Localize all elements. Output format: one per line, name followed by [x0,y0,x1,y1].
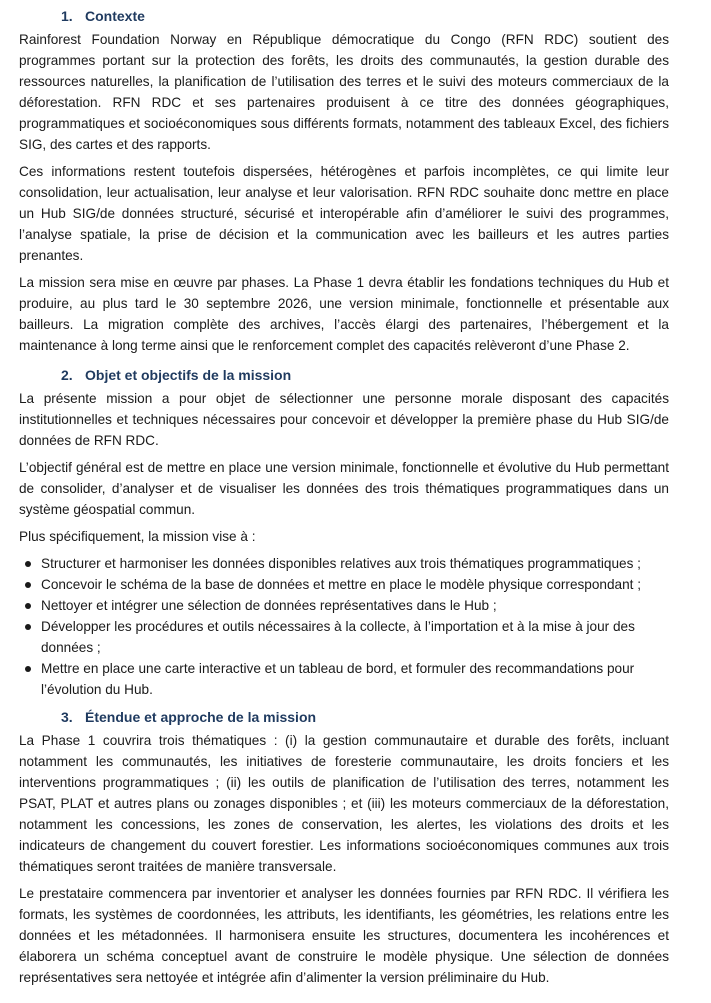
list-item [19,553,669,574]
section-number: 2. [61,367,73,383]
list-item-text: Mettre en place une carte interactive et un tableau de bord, et formuler des recommandations pour l’évolution du Hub. [41,661,635,697]
list-item [19,658,669,700]
section-etendue-approche [19,704,669,988]
section-title: Étendue et approche de la mission [85,709,317,725]
section-title: Objet et objectifs de la mission [85,367,292,383]
list-item-text: Nettoyer et intégrer une sélection de données représentatives dans le Hub ; [41,598,497,613]
list-item-text: Structurer et harmoniser les données disponibles relatives aux trois thématiques programmatiques ; [41,556,641,571]
paragraph: Ces informations restent toutefois dispersées, hétérogènes et parfois incomplètes, ce qui limite leur consolidation, leur actualisation, leur analyse et leur valorisation. RFN RDC souhaite donc mettre en place un Hub SIG/de données structuré, sécurisé et interopérable afin d’améliorer le suivi des programmes, l’analyse spatiale, la prise de décision et la communication avec les bailleurs et les autres parties prenantes. [19,164,669,263]
list-item-text: Concevoir le schéma de la base de données et mettre en place le modèle physique correspondant ; [41,577,642,592]
section-heading [19,704,669,730]
bullet-icon [25,666,31,672]
paragraph: La mission sera mise en œuvre par phases. La Phase 1 devra établir les fondations techniques du Hub et produire, au plus tard le 30 septembre 2026, une version minimale, fonctionnelle et présentable aux bailleurs. La migration complète des archives, l’accès élargi des partenaires, l’hébergement et la maintenance à long terme ainsi que le renforcement complet des capacités relèveront d’une Phase 2. [19,275,669,353]
objectives-list [19,553,669,700]
paragraph: La Phase 1 couvrira trois thématiques : (i) la gestion communautaire et durable des forêts, incluant notamment les communautés, les initiatives de foresterie communautaire, les droits fonciers et les interventions programmatiques ; (ii) les outils de planification de l’utilisation des terres, notamment les PSAT, PLAT et autres plans ou zonages disponibles ; et (iii) les moteurs commerciaux de la déforestation, notamment les concessions, les zones de conservation, les alertes, les violations des droits et les indicateurs de changement du couvert forestier. Les informations socioéconomiques communes aux trois thématiques seront traitées de manière transversale. [19,733,669,874]
paragraph: L’objectif général est de mettre en place une version minimale, fonctionnelle et évolutive du Hub permettant de consolider, d’analyser et de visualiser les données des trois thématiques programmatiques dans un système géospatial commun. [19,460,669,517]
bullet-icon [25,603,31,609]
section-heading [19,362,669,388]
section-heading [19,3,669,29]
paragraph: Plus spécifiquement, la mission vise à : [19,529,256,544]
paragraph: Le prestataire commencera par inventorier et analyser les données fournies par RFN RDC. Il vérifiera les formats, les systèmes de coordonnées, les attributs, les identifiants, les géométries, les relations entre les données et les métadonnées. Il harmonisera ensuite les structures, documentera les incohérences et élaborera un schéma conceptuel avant de construire le modèle physique. Une sélection de données représentatives sera nettoyée et intégrée afin d’alimenter la version préliminaire du Hub. [19,886,669,985]
list-item [19,574,669,595]
bullet-icon [25,582,31,588]
document-page [19,3,669,994]
paragraph: Rainforest Foundation Norway en République démocratique du Congo (RFN RDC) soutient des programmes portant sur la protection des forêts, les droits des communautés, la gestion durable des ressources naturelles, la planification de l’utilisation des terres et le suivi des moteurs commerciaux de la déforestation. RFN RDC et ses partenaires produisent à ce titre des données géographiques, programmatiques et socioéconomiques sous différents formats, notamment des tableaux Excel, des fichiers SIG, des cartes et des rapports. [19,32,669,152]
section-number: 1. [61,8,73,24]
section-number: 3. [61,709,73,725]
paragraph: La présente mission a pour objet de sélectionner une personne morale disposant des capacités institutionnelles et techniques nécessaires pour concevoir et développer la première phase du Hub SIG/de données de RFN RDC. [19,391,669,448]
list-item-text: Développer les procédures et outils nécessaires à la collecte, à l’importation et à la mise à jour des données ; [41,619,635,655]
list-item [19,616,669,658]
list-item [19,595,669,616]
section-title: Contexte [85,8,145,24]
bullet-icon [25,624,31,630]
section-objet-objectifs [19,362,669,700]
section-contexte [19,3,669,356]
bullet-icon [25,561,31,567]
